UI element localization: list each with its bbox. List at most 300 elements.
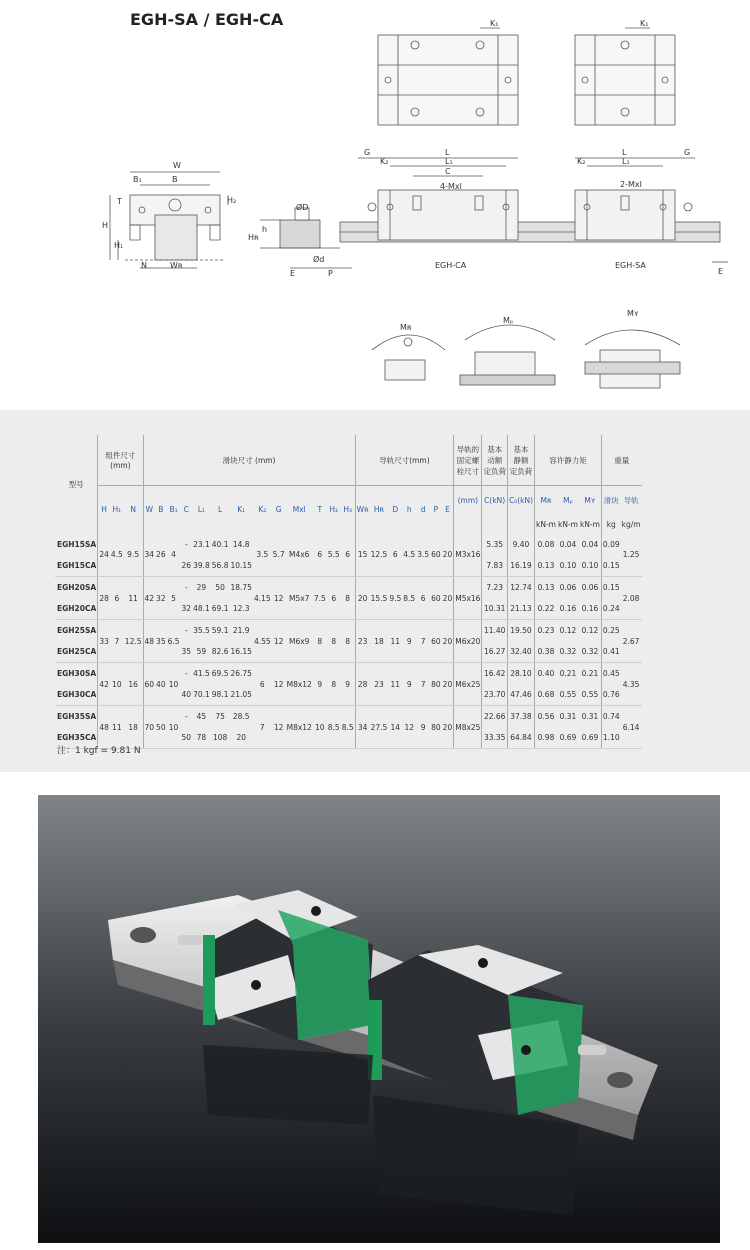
value-cell: 20 (442, 706, 454, 749)
value-cell: 64.84 (507, 727, 534, 749)
model-cell: EGH20SA (55, 577, 98, 599)
unit-cell: kg (606, 520, 616, 529)
value-cell: 69.1 (211, 598, 230, 620)
value-cell: 0.98 (535, 727, 557, 749)
value-cell: 0.15 (602, 583, 620, 592)
value-cell: 10 (167, 663, 181, 706)
value-cell: 35 (181, 641, 193, 663)
value-cell: 50 (181, 727, 193, 749)
value-cell: 8.5 (327, 706, 341, 749)
value-cell: 1.25 (621, 534, 642, 577)
value-cell: 29 (196, 583, 207, 592)
label-p: P (328, 269, 333, 278)
moment-mp-diagram (460, 325, 555, 385)
label-e: E (290, 269, 296, 278)
label-l-ca: L (445, 148, 450, 157)
label-k2-sa: K₂ (577, 157, 586, 166)
sub-header-cell: 导轨 (623, 496, 639, 506)
value-cell: 3.5 (416, 534, 430, 577)
value-cell: 0.21 (559, 669, 577, 678)
product-photo (38, 795, 720, 1243)
value-cell: 12.5 (370, 534, 389, 577)
sub-header-cell: B₁ (169, 505, 178, 515)
value-cell: M6x25 (454, 663, 482, 706)
value-cell: 0.13 (535, 555, 557, 577)
label-n: N (141, 261, 147, 270)
value-cell: 19.50 (507, 620, 534, 642)
value-cell: 0.74 (602, 712, 620, 721)
spec-table-panel (0, 410, 750, 772)
value-cell: 12 (272, 663, 286, 706)
value-cell: 11 (110, 706, 124, 749)
value-cell: 0.04 (559, 539, 577, 549)
value-cell: 60 (143, 663, 155, 706)
value-cell: 16.27 (482, 641, 508, 663)
value-cell: 80 (430, 663, 442, 706)
value-cell: 9.40 (507, 534, 534, 556)
value-cell: M8x12 (286, 663, 313, 706)
value-cell: 33.35 (482, 727, 508, 749)
hdr-rail: 导轨尺寸(mm) (355, 435, 454, 486)
sub-header-cell: B (158, 505, 164, 515)
sub-header-cell: C(kN) (482, 486, 508, 516)
value-cell: 22.66 (482, 706, 508, 728)
value-cell: 0.10 (579, 555, 601, 577)
sub-header-cell: L₁ (197, 505, 206, 515)
value-cell: 80 (430, 706, 442, 749)
hdr-model: 型号 (55, 435, 98, 534)
value-cell: 8 (313, 620, 327, 663)
value-cell: 0.13 (537, 583, 555, 592)
sub-header-cell: 滑块 (603, 496, 619, 506)
value-cell: 6 (253, 663, 272, 706)
value-cell: - (184, 539, 188, 549)
value-cell: 7.5 (313, 577, 327, 620)
value-cell: 0.55 (579, 684, 601, 706)
value-cell: 6 (313, 534, 327, 577)
value-cell: 75 (215, 712, 225, 721)
value-cell: 16 (124, 663, 143, 706)
value-cell: 0.32 (579, 641, 601, 663)
label-h2: H₂ (227, 196, 237, 205)
value-cell: 28 (355, 663, 369, 706)
value-cell: 0.45 (602, 669, 620, 678)
table-row (55, 534, 642, 556)
value-cell: 0.55 (557, 684, 579, 706)
value-cell: 6 (388, 534, 402, 577)
value-cell: 18 (370, 620, 389, 663)
rail-end-view (260, 208, 352, 268)
value-cell: 4.15 (253, 577, 272, 620)
label-t: T (117, 197, 122, 206)
table-row (55, 706, 642, 728)
value-cell: 60 (430, 620, 442, 663)
value-cell: 48.1 (192, 598, 211, 620)
value-cell: 12 (272, 706, 286, 749)
hdr-cdyn: 基本 动额 定负荷 (482, 435, 508, 486)
value-cell: 34 (143, 534, 155, 577)
table-row (55, 577, 642, 599)
value-cell: 5.7 (272, 534, 286, 577)
value-cell: 5.5 (327, 534, 341, 577)
sub-header-cell: G (275, 505, 282, 515)
value-cell: 10 (313, 706, 327, 749)
label-c-ca: C (445, 167, 451, 176)
hdr-moment: 容许静力矩 (535, 435, 602, 486)
value-cell: M8x25 (454, 706, 482, 749)
value-cell: 18.75 (230, 583, 252, 592)
value-cell: 9 (341, 663, 355, 706)
value-cell: 6.14 (621, 706, 642, 749)
value-cell: 3.5 (253, 534, 272, 577)
value-cell: 28.10 (507, 663, 534, 685)
value-cell: 78 (192, 727, 211, 749)
value-cell: 48 (143, 620, 155, 663)
value-cell: 6 (416, 577, 430, 620)
label-g-ca: G (364, 148, 371, 157)
unit-cell-empty (454, 516, 482, 534)
value-cell: 23.1 (193, 539, 210, 549)
page-title: EGH-SA / EGH-CA (130, 10, 284, 29)
value-cell: 21.05 (229, 684, 252, 706)
value-cell: 0.31 (559, 712, 577, 721)
value-cell: 108 (211, 727, 230, 749)
value-cell: 20 (442, 620, 454, 663)
model-cell: EGH30CA (55, 684, 98, 706)
value-cell: 14.8 (232, 539, 250, 549)
label-k1-sa: K₁ (640, 19, 649, 28)
value-cell: 2.67 (621, 620, 642, 663)
sub-header-cell: Mₚ (563, 496, 573, 506)
sub-header-cell: P (433, 505, 439, 515)
value-cell: 26 (155, 534, 167, 577)
value-cell: 70 (143, 706, 155, 749)
label-od: ØD (296, 203, 309, 212)
value-cell: 0.69 (579, 727, 601, 749)
value-cell: 0.04 (579, 534, 601, 556)
value-cell: 16.19 (507, 555, 534, 577)
value-cell: - (184, 669, 188, 678)
value-cell: M6x20 (454, 620, 482, 663)
label-k2-ca: K₂ (380, 157, 389, 166)
label-w: W (173, 161, 181, 170)
value-cell: 6 (341, 534, 355, 577)
label-egh-ca: EGH-CA (435, 261, 467, 270)
sub-header-cell: Mʏ (579, 486, 601, 516)
value-cell: 15.5 (370, 577, 389, 620)
value-cell: 0.40 (537, 669, 555, 678)
value-cell: 0.06 (559, 583, 577, 592)
sub-header-cell: H₃ (341, 486, 355, 534)
value-cell: 0.12 (559, 626, 577, 635)
value-cell: 10 (110, 663, 124, 706)
sub-header-cell: (mm) (454, 486, 482, 516)
value-cell: 24 (98, 534, 110, 577)
sub-header-cell: W (145, 505, 153, 515)
value-cell: 50 (215, 583, 225, 592)
value-cell: 0.06 (579, 577, 601, 599)
value-cell: 40 (155, 663, 167, 706)
moment-mr-diagram (372, 335, 445, 380)
label-h-small: h (262, 225, 268, 234)
value-cell: 0.41 (601, 641, 620, 663)
value-cell: 69.5 (211, 669, 229, 678)
model-cell: EGH35SA (55, 706, 98, 728)
value-cell: 0.56 (537, 712, 555, 721)
value-cell: M3x16 (454, 534, 482, 577)
side-view-ca (358, 158, 518, 240)
value-cell: 8.5 (341, 706, 355, 749)
top-view-sa (575, 28, 675, 125)
value-cell: 20 (355, 577, 369, 620)
value-cell: 42 (143, 577, 155, 620)
value-cell: 11 (388, 663, 402, 706)
value-cell: M6x9 (286, 620, 313, 663)
sub-header-cell: H₂ (329, 505, 339, 515)
sub-header-cell: C (183, 505, 189, 515)
value-cell: 4.5 (110, 534, 124, 577)
sub-header-cell: L (218, 505, 223, 515)
value-cell: 34 (355, 706, 369, 749)
value-cell: 0.12 (579, 620, 601, 642)
sub-header-cell: H (101, 505, 107, 515)
value-cell: 12.74 (507, 577, 534, 599)
sub-header-cell: T (317, 505, 323, 515)
value-cell: 8 (327, 620, 341, 663)
moment-my-diagram (585, 330, 680, 388)
label-k1-ca: K₁ (490, 19, 499, 28)
unit-note: 注：1 kgf = 9.81 N (57, 746, 141, 756)
value-cell: 0.08 (537, 539, 555, 549)
value-cell: 40 (181, 684, 193, 706)
value-cell: 32 (155, 577, 167, 620)
value-cell: 7 (416, 663, 430, 706)
table-row (55, 663, 642, 685)
label-e-sa: E (718, 267, 724, 276)
value-cell: 8 (341, 620, 355, 663)
value-cell: 16.15 (229, 641, 252, 663)
label-d: Ød (313, 255, 325, 264)
top-view-ca (378, 28, 518, 125)
model-cell: EGH20CA (55, 598, 98, 620)
value-cell: 35 (155, 620, 167, 663)
value-cell: 0.22 (535, 598, 557, 620)
model-cell: EGH15SA (55, 534, 98, 556)
label-h1: H₁ (114, 241, 124, 250)
label-my: Mʏ (627, 309, 639, 318)
sub-header-cell: Mʀ (540, 496, 552, 506)
group-header-row (55, 435, 642, 486)
value-cell: 40.1 (211, 539, 229, 549)
hdr-assembly: 组件尺寸 (mm) (98, 435, 143, 486)
value-cell: 15 (355, 534, 369, 577)
value-cell: 20 (442, 534, 454, 577)
model-cell: EGH25SA (55, 620, 98, 642)
value-cell: 0.25 (602, 626, 620, 635)
sub-header-cell: C₀(kN) (507, 486, 534, 516)
value-cell: 56.8 (211, 555, 230, 577)
label-egh-sa: EGH-SA (615, 261, 646, 270)
value-cell: - (184, 583, 188, 592)
hdr-weight: 重量 (601, 435, 641, 486)
value-cell: 26.75 (230, 669, 252, 678)
value-cell: M5x16 (454, 577, 482, 620)
value-cell: 4.55 (253, 620, 272, 663)
value-cell: 23 (370, 663, 389, 706)
value-cell: 6 (327, 577, 341, 620)
value-cell: 1.10 (601, 727, 620, 749)
value-cell: 16.42 (482, 663, 508, 685)
value-cell: 8.5 (402, 577, 416, 620)
value-cell: 0.38 (535, 641, 557, 663)
value-cell: 10.15 (229, 555, 252, 577)
value-cell: 0.09 (602, 539, 620, 549)
label-g-sa: G (684, 148, 691, 157)
value-cell: 7 (110, 620, 124, 663)
value-cell: 21.9 (232, 626, 250, 635)
value-cell: 60 (430, 534, 442, 577)
value-cell: 12 (402, 706, 416, 749)
value-cell: 9 (313, 663, 327, 706)
value-cell: - (184, 626, 188, 635)
front-section-view (110, 172, 228, 268)
sub-header-cell: K₁ (237, 505, 246, 515)
value-cell: 32.40 (507, 641, 534, 663)
value-cell: 0.10 (557, 555, 579, 577)
value-cell: 18 (124, 706, 143, 749)
value-cell: 4.35 (621, 663, 642, 706)
value-cell: 0.16 (579, 598, 601, 620)
value-cell: 7.83 (482, 555, 508, 577)
label-wr: Wʀ (170, 261, 183, 270)
label-l1-sa: L₁ (622, 157, 630, 166)
value-cell: 7 (253, 706, 272, 749)
label-l-sa: L (622, 148, 627, 157)
value-cell: M8x12 (286, 706, 313, 749)
value-cell: 0.24 (601, 598, 620, 620)
value-cell: 28 (98, 577, 110, 620)
unit-cell: kg/m (621, 520, 641, 529)
value-cell: 4 (167, 534, 181, 577)
value-cell: 48 (98, 706, 110, 749)
value-cell: 0.23 (537, 626, 555, 635)
value-cell: 7 (416, 620, 430, 663)
value-cell: 9 (402, 663, 416, 706)
unit-cell: kN-m (557, 520, 578, 529)
spec-table-body (55, 534, 642, 749)
value-cell: 8 (327, 663, 341, 706)
value-cell: 35.5 (193, 626, 210, 635)
value-cell: 27.5 (370, 706, 389, 749)
spec-table (55, 435, 642, 749)
value-cell: 11.40 (482, 620, 508, 642)
sub-header-cell: N (124, 486, 143, 534)
hdr-bolt: 导轨的 固定螺 栓尺寸 (454, 435, 482, 486)
value-cell: 9 (416, 706, 430, 749)
label-mr: Mʀ (400, 323, 412, 332)
value-cell: 11 (124, 577, 143, 620)
value-cell: 82.6 (211, 641, 230, 663)
value-cell: 12.5 (124, 620, 143, 663)
value-cell: M4x6 (286, 534, 313, 577)
value-cell: 33 (98, 620, 110, 663)
label-mxl-sa: 2-Mxl (620, 180, 642, 189)
value-cell: 59.1 (211, 626, 229, 635)
value-cell: 45 (196, 712, 207, 721)
value-cell: 2.08 (621, 577, 642, 620)
model-cell: EGH35CA (55, 727, 98, 749)
label-mp: Mₚ (503, 316, 514, 325)
table-row (55, 620, 642, 642)
value-cell: 12 (272, 577, 286, 620)
unit-cell: kN-m (579, 516, 601, 534)
value-cell: 41.5 (193, 669, 210, 678)
side-view-sa (575, 158, 728, 262)
hdr-cstat: 基本 静额 定负荷 (507, 435, 534, 486)
sub-header-cell: h (406, 505, 412, 515)
unit-cell-empty (507, 516, 534, 534)
value-cell: 0.69 (557, 727, 579, 749)
label-hr: Hʀ (248, 233, 259, 242)
value-cell: 42 (98, 663, 110, 706)
value-cell: M5x7 (286, 577, 313, 620)
hdr-block: 滑块尺寸 (mm) (143, 435, 355, 486)
label-l1-ca: L₁ (445, 157, 453, 166)
value-cell: 50 (155, 706, 167, 749)
value-cell: 0.31 (579, 706, 601, 728)
value-cell: 5 (167, 577, 181, 620)
sub-header-cell: Hʀ (373, 505, 385, 515)
label-b: B (172, 175, 178, 184)
sub-header-cell: D (392, 505, 399, 515)
sub-header-cell: H₁ (112, 505, 122, 515)
value-cell: 10.31 (482, 598, 508, 620)
value-cell: 47.46 (507, 684, 534, 706)
value-cell: 5.35 (482, 534, 508, 556)
value-cell: 9.5 (124, 534, 143, 577)
sub-header-cell: Wʀ (356, 505, 369, 515)
sub-header-cell: d (420, 505, 426, 515)
value-cell: 23.70 (482, 684, 508, 706)
unit-cell-empty (482, 516, 508, 534)
value-cell: 9.5 (388, 577, 402, 620)
value-cell: 10 (167, 706, 181, 749)
value-cell: 0.16 (557, 598, 579, 620)
value-cell: 6 (110, 577, 124, 620)
value-cell: 11 (388, 620, 402, 663)
value-cell: 60 (430, 577, 442, 620)
value-cell: 14 (388, 706, 402, 749)
model-cell: EGH25CA (55, 641, 98, 663)
model-cell: EGH15CA (55, 555, 98, 577)
value-cell: 37.38 (507, 706, 534, 728)
sub-header-row (55, 486, 642, 516)
value-cell: 12 (272, 620, 286, 663)
value-cell: 7.23 (482, 577, 508, 599)
model-cell: EGH30SA (55, 663, 98, 685)
value-cell: 0.15 (601, 555, 620, 577)
value-cell: 8 (341, 577, 355, 620)
value-cell: 6.5 (167, 620, 181, 663)
value-cell: - (184, 712, 188, 721)
label-h: H (102, 221, 109, 230)
value-cell: 0.68 (535, 684, 557, 706)
technical-drawing (0, 0, 750, 400)
value-cell: 4.5 (402, 534, 416, 577)
value-cell: 20 (442, 577, 454, 620)
unit-cell: kN-m (536, 520, 556, 529)
label-b1: B₁ (133, 175, 142, 184)
